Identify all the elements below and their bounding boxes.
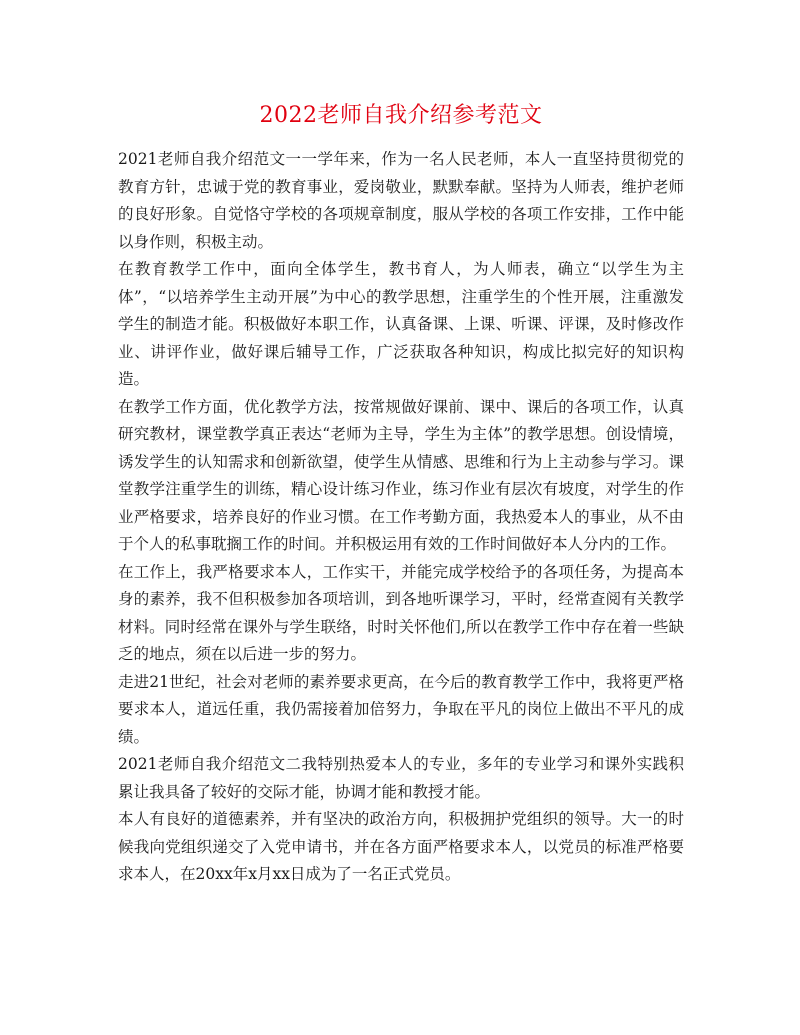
paragraph: 2021老师自我介绍范文一一学年来，作为一名人民老师，本人一直坚持贯彻党的教育方针，忠诚于党的教育事业，爱岗敬业，默默奉献。坚持为人师表，维护老师的良好形象。自觉恪守学校的各项规章制度，服从学校的各项工作安排，工作中能以身作则，积极主动。: [118, 150, 684, 251]
paragraph: 在工作上，我严格要求本人，工作实干，并能完成学校给予的各项任务，为提高本身的素养，我不但积极参加各项培训，到各地听课学习，平时，经常查阅有关教学材料。同时经常在课外与学生联络，时时关怀他们,所以在教学工作中存在着一些缺乏的地点，须在以后进一步的努力。: [118, 562, 684, 663]
document-page: [118, 96, 684, 889]
paragraph: 在教学工作方面，优化教学方法，按常规做好课前、课中、课后的各项工作，认真研究教材，课堂教学真正表达“老师为主导，学生为主体”的教学思想。创设情境，诱发学生的认知需求和创新欲望，使学生从情感、思维和行为上主动参与学习。课堂教学注重学生的训练，精心设计练习作业，练习作业有层次有坡度，对学生的作业严格要求，培养良好的作业习惯。在工作考勤方面，我热爱本人的事业，从不由于个人的私事耽搁工作的时间。并积极运用有效的工作时间做好本人分内的工作。: [118, 397, 684, 553]
paragraph: 在教育教学工作中，面向全体学生，教书育人，为人师表，确立“以学生为主体”，“以培养学生主动开展”为中心的教学思想，注重学生的个性开展，注重激发学生的制造才能。积极做好本职工作，认真备课、上课、听课、评课，及时修改作业、讲评作业，做好课后辅导工作，广泛获取各种知识，构成比拟完好的知识构造。: [118, 260, 684, 388]
paragraph: 2021老师自我介绍范文二我特别热爱本人的专业，多年的专业学习和课外实践积累让我具备了较好的交际才能，协调才能和教授才能。: [118, 755, 684, 801]
paragraph: 走进21世纪，社会对老师的素养要求更高，在今后的教育教学工作中，我将更严格要求本人，道远任重，我仍需接着加倍努力，争取在平凡的岗位上做出不平凡的成绩。: [118, 672, 684, 746]
document-title: 2022老师自我介绍参考范文: [259, 103, 543, 128]
paragraph: 本人有良好的道德素养，并有坚决的政治方向，积极拥护党组织的领导。大一的时候我向党组织递交了入党申请书，并在各方面严格要求本人，以党员的标准严格要求本人，在20xx年x月xx日成为了一名正式党员。: [118, 810, 684, 883]
